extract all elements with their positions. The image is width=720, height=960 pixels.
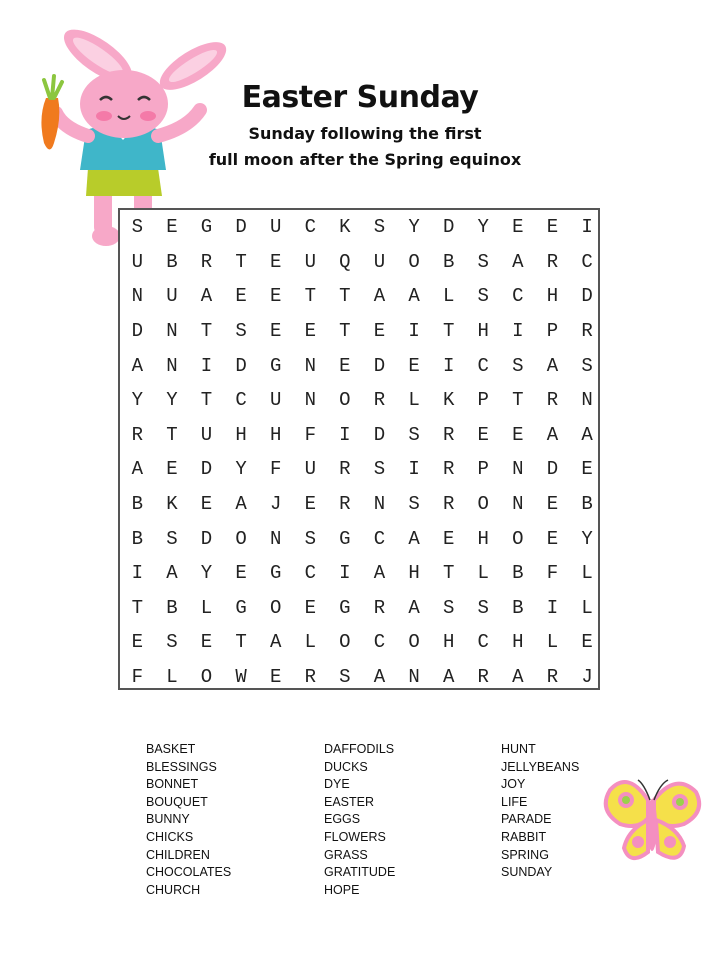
grid-letter[interactable]: E	[269, 250, 282, 273]
grid-letter[interactable]: S	[166, 631, 178, 654]
grid-letter[interactable]: E	[512, 216, 524, 239]
grid-letter[interactable]: J	[581, 666, 593, 689]
grid-letter[interactable]: E	[339, 354, 351, 377]
word-list-item: SUNDAY	[501, 865, 553, 880]
grid-letter[interactable]: I	[512, 320, 524, 343]
word-list-item: EASTER	[324, 794, 375, 809]
grid-row	[120, 591, 604, 626]
grid-letter[interactable]: D	[373, 423, 386, 446]
word-list-item: GRASS	[324, 847, 368, 862]
grid-letter[interactable]: S	[373, 216, 386, 239]
grid-letter[interactable]: H	[546, 285, 559, 308]
grid-letter[interactable]: S	[131, 216, 143, 239]
grid-letter[interactable]: R	[546, 250, 559, 273]
grid-letter[interactable]: E	[304, 320, 316, 343]
grid-letter[interactable]: A	[546, 354, 559, 377]
grid-letter[interactable]: L	[442, 285, 455, 308]
grid-letter[interactable]: O	[408, 250, 420, 273]
grid-letter[interactable]: Y	[200, 562, 213, 585]
grid-letter[interactable]: H	[269, 423, 282, 446]
carrot-icon	[41, 76, 62, 150]
grid-letter[interactable]: L	[581, 596, 593, 619]
grid-letter[interactable]: B	[512, 596, 524, 619]
grid-row	[120, 521, 604, 556]
word-list-item: DUCKS	[324, 759, 368, 774]
grid-row	[120, 383, 604, 418]
grid-letter[interactable]: K	[166, 493, 178, 516]
grid-letter[interactable]: A	[373, 562, 386, 585]
grid-letter[interactable]: P	[477, 458, 489, 481]
grid-letter[interactable]: N	[166, 320, 178, 343]
grid-letter[interactable]: I	[408, 320, 420, 343]
grid-letter[interactable]: N	[373, 493, 386, 516]
grid-letter[interactable]: F	[304, 423, 316, 446]
grid-letter[interactable]: L	[477, 562, 489, 585]
grid-letter[interactable]: T	[235, 631, 247, 654]
word-list-column-3	[501, 741, 579, 882]
grid-letter[interactable]: T	[200, 389, 213, 412]
grid-letter[interactable]: R	[546, 389, 559, 412]
grid-letter[interactable]: S	[442, 596, 455, 619]
grid-letter[interactable]: C	[477, 354, 489, 377]
word-list-item: JELLYBEANS	[501, 759, 580, 774]
grid-letter[interactable]: L	[166, 666, 178, 689]
grid-row	[120, 487, 604, 522]
grid-letter[interactable]: H	[408, 562, 420, 585]
grid-letter[interactable]: R	[131, 423, 143, 446]
word-list-item: JOY	[501, 777, 526, 792]
grid-letter[interactable]: R	[442, 458, 455, 481]
grid-letter[interactable]: S	[166, 527, 178, 550]
grid-letter[interactable]: U	[269, 216, 282, 239]
grid-letter[interactable]: Y	[408, 216, 420, 239]
word-list-column-1	[146, 741, 231, 899]
grid-letter[interactable]: R	[339, 458, 351, 481]
grid-letter[interactable]: G	[339, 596, 351, 619]
grid-letter[interactable]: L	[581, 562, 593, 585]
grid-letter[interactable]: N	[512, 458, 524, 481]
grid-letter[interactable]: C	[235, 389, 247, 412]
grid-letter[interactable]: T	[442, 562, 455, 585]
grid-row	[120, 314, 604, 349]
grid-letter[interactable]: O	[512, 527, 524, 550]
grid-letter[interactable]: S	[373, 458, 386, 481]
grid-letter[interactable]: F	[546, 562, 559, 585]
grid-letter[interactable]: O	[408, 631, 420, 654]
grid-letter[interactable]: U	[131, 250, 143, 273]
grid-letter[interactable]: A	[131, 458, 143, 481]
grid-letter[interactable]: S	[477, 596, 489, 619]
grid-letter[interactable]: B	[166, 596, 178, 619]
grid-letter[interactable]: L	[408, 389, 420, 412]
grid-letter[interactable]: S	[339, 666, 351, 689]
grid-letter[interactable]: N	[512, 493, 524, 516]
grid-letter[interactable]: E	[166, 458, 178, 481]
grid-letter[interactable]: L	[304, 631, 316, 654]
word-list-item: BOUQUET	[146, 794, 208, 809]
grid-letter[interactable]: B	[581, 493, 593, 516]
grid-letter[interactable]: S	[408, 423, 420, 446]
grid-letter[interactable]: I	[581, 216, 593, 239]
grid-letter[interactable]: A	[408, 596, 420, 619]
grid-letter[interactable]: R	[339, 493, 351, 516]
grid-letter[interactable]: E	[373, 320, 386, 343]
grid-letter[interactable]: P	[546, 320, 559, 343]
grid-letter[interactable]: E	[131, 631, 143, 654]
grid-letter[interactable]: E	[200, 631, 213, 654]
grid-letter[interactable]: D	[235, 216, 247, 239]
grid-letter[interactable]: R	[304, 666, 316, 689]
grid-letter[interactable]: E	[546, 527, 559, 550]
grid-letter[interactable]: L	[200, 596, 213, 619]
grid-row	[120, 348, 604, 383]
grid-letter[interactable]: A	[235, 493, 247, 516]
grid-letter[interactable]: T	[442, 320, 455, 343]
grid-letter[interactable]: C	[373, 527, 386, 550]
grid-letter[interactable]: E	[235, 562, 247, 585]
grid-letter[interactable]: N	[304, 354, 316, 377]
grid-letter[interactable]: C	[304, 562, 316, 585]
grid-letter[interactable]: U	[269, 389, 282, 412]
grid-letter[interactable]: F	[269, 458, 282, 481]
word-list-item: CHILDREN	[146, 847, 210, 862]
grid-row	[120, 660, 604, 695]
grid-letter[interactable]: A	[200, 285, 213, 308]
grid-letter[interactable]: B	[512, 562, 524, 585]
word-search-grid[interactable]	[118, 208, 600, 690]
grid-letter[interactable]: I	[200, 354, 213, 377]
grid-letter[interactable]: N	[269, 527, 282, 550]
grid-letter[interactable]: C	[304, 216, 316, 239]
grid-letter[interactable]: G	[339, 527, 351, 550]
grid-letter[interactable]: N	[131, 285, 143, 308]
grid-letter[interactable]: Y	[131, 389, 143, 412]
grid-letter[interactable]: W	[235, 666, 247, 689]
grid-row	[120, 210, 604, 245]
grid-letter[interactable]: L	[546, 631, 559, 654]
grid-letter[interactable]: G	[200, 216, 213, 239]
word-list-item: CHOCOLATES	[146, 865, 232, 880]
grid-letter[interactable]: E	[477, 423, 489, 446]
grid-letter[interactable]: E	[304, 596, 316, 619]
grid-letter[interactable]: R	[200, 250, 213, 273]
grid-letter[interactable]: C	[581, 250, 593, 273]
grid-letter[interactable]: E	[581, 458, 593, 481]
grid-letter[interactable]: H	[477, 527, 489, 550]
grid-letter[interactable]: R	[442, 493, 455, 516]
grid-letter[interactable]: T	[131, 596, 143, 619]
grid-letter[interactable]: Y	[235, 458, 247, 481]
grid-letter[interactable]: E	[408, 354, 420, 377]
page-title: Easter Sunday	[241, 80, 479, 115]
grid-letter[interactable]: D	[200, 458, 213, 481]
grid-letter[interactable]: H	[512, 631, 524, 654]
grid-letter[interactable]: S	[235, 320, 247, 343]
grid-letter[interactable]: E	[304, 493, 316, 516]
word-list-item: BUNNY	[146, 812, 190, 827]
grid-letter[interactable]: B	[131, 493, 143, 516]
grid-letter[interactable]: F	[131, 666, 143, 689]
grid-letter[interactable]: B	[166, 250, 178, 273]
grid-row	[120, 245, 604, 280]
grid-letter[interactable]: G	[269, 354, 282, 377]
grid-letter[interactable]: G	[269, 562, 282, 585]
grid-letter[interactable]: J	[269, 493, 282, 516]
grid-letter[interactable]: I	[131, 562, 143, 585]
grid-letter[interactable]: K	[339, 216, 351, 239]
grid-letter[interactable]: A	[581, 423, 593, 446]
word-list-item: DAFFODILS	[324, 742, 395, 756]
word-list-item: HUNT	[501, 742, 536, 756]
grid-letter[interactable]: U	[166, 285, 178, 308]
word-list-item: CHICKS	[146, 829, 194, 844]
word-list-item: BONNET	[146, 777, 199, 792]
grid-letter[interactable]: U	[304, 250, 316, 273]
word-list-item: BLESSINGS	[146, 759, 217, 774]
grid-letter[interactable]: Y	[581, 527, 593, 550]
grid-letter[interactable]: C	[512, 285, 524, 308]
grid-letter[interactable]: T	[166, 423, 178, 446]
grid-row	[120, 625, 604, 660]
word-list-item: SPRING	[501, 847, 549, 862]
grid-letter[interactable]: D	[442, 216, 455, 239]
grid-letter[interactable]: E	[269, 666, 282, 689]
grid-letter[interactable]: A	[373, 666, 386, 689]
grid-letter[interactable]: G	[235, 596, 247, 619]
grid-letter[interactable]: D	[200, 527, 213, 550]
word-list-item: DYE	[324, 777, 350, 792]
grid-letter[interactable]: E	[269, 320, 282, 343]
grid-letter[interactable]: A	[269, 631, 282, 654]
grid-letter[interactable]: U	[373, 250, 386, 273]
grid-letter[interactable]: I	[546, 596, 559, 619]
grid-letter[interactable]: R	[373, 389, 386, 412]
word-list-item: HOPE	[324, 882, 360, 897]
grid-letter[interactable]: N	[581, 389, 593, 412]
grid-letter[interactable]: S	[512, 354, 524, 377]
grid-letter[interactable]: H	[477, 320, 489, 343]
butterfly-illustration	[598, 770, 710, 870]
word-list-item: CHURCH	[146, 882, 201, 897]
grid-letter[interactable]: E	[512, 423, 524, 446]
grid-letter[interactable]: E	[269, 285, 282, 308]
grid-row	[120, 418, 604, 453]
word-list-item: PARADE	[501, 812, 552, 827]
grid-letter[interactable]: D	[235, 354, 247, 377]
grid-letter[interactable]: S	[581, 354, 593, 377]
grid-letter[interactable]: R	[373, 596, 386, 619]
grid-letter[interactable]: A	[408, 285, 420, 308]
grid-letter[interactable]: A	[512, 250, 524, 273]
grid-letter[interactable]: S	[408, 493, 420, 516]
grid-letter[interactable]: E	[166, 216, 178, 239]
grid-letter[interactable]: C	[477, 631, 489, 654]
grid-letter[interactable]: U	[304, 458, 316, 481]
grid-letter[interactable]: I	[339, 562, 351, 585]
grid-letter[interactable]: T	[339, 285, 351, 308]
grid-letter[interactable]: A	[408, 527, 420, 550]
grid-letter[interactable]: R	[477, 666, 489, 689]
grid-letter[interactable]: E	[235, 285, 247, 308]
grid-letter[interactable]: D	[373, 354, 386, 377]
grid-letter[interactable]: Y	[477, 216, 489, 239]
grid-letter[interactable]: A	[131, 354, 143, 377]
grid-letter[interactable]: B	[131, 527, 143, 550]
grid-letter[interactable]: A	[373, 285, 386, 308]
grid-letter[interactable]: O	[339, 631, 351, 654]
grid-row	[120, 279, 604, 314]
word-list-item: GRATITUDE	[324, 865, 396, 880]
grid-letter[interactable]: T	[200, 320, 213, 343]
grid-letter[interactable]: T	[304, 285, 316, 308]
grid-letter[interactable]: Q	[339, 250, 351, 273]
grid-row	[120, 452, 604, 487]
grid-letter[interactable]: E	[546, 493, 559, 516]
word-list-item: RABBIT	[501, 829, 547, 844]
grid-letter[interactable]: A	[546, 423, 559, 446]
grid-letter[interactable]: E	[581, 631, 593, 654]
grid-letter[interactable]: O	[200, 666, 213, 689]
grid-letter[interactable]: T	[235, 250, 247, 273]
word-list-item: BASKET	[146, 742, 196, 756]
grid-letter[interactable]: A	[442, 666, 455, 689]
grid-letter[interactable]: R	[546, 666, 559, 689]
word-list-item: LIFE	[501, 794, 528, 809]
grid-letter[interactable]: E	[546, 216, 559, 239]
grid-letter[interactable]: T	[512, 389, 524, 412]
grid-letter[interactable]: D	[546, 458, 559, 481]
grid-letter[interactable]: C	[373, 631, 386, 654]
grid-letter[interactable]: Y	[166, 389, 178, 412]
grid-letter[interactable]: I	[408, 458, 420, 481]
grid-letter[interactable]: A	[166, 562, 178, 585]
grid-letter[interactable]: R	[442, 423, 455, 446]
grid-letter[interactable]: S	[477, 285, 489, 308]
grid-letter[interactable]: A	[512, 666, 524, 689]
grid-letter[interactable]: O	[477, 493, 489, 516]
grid-letter[interactable]: D	[581, 285, 593, 308]
subtitle-line-1: Sunday following the first	[248, 124, 482, 143]
word-list-item: EGGS	[324, 812, 361, 827]
grid-letter[interactable]: K	[442, 389, 455, 412]
grid-letter[interactable]: E	[200, 493, 213, 516]
grid-letter[interactable]: T	[339, 320, 351, 343]
grid-letter[interactable]: R	[581, 320, 593, 343]
subtitle-line-2: full moon after the Spring equinox	[208, 150, 522, 169]
grid-letter[interactable]: N	[408, 666, 420, 689]
grid-letter[interactable]: O	[339, 389, 351, 412]
grid-letter[interactable]: D	[131, 320, 143, 343]
grid-letter[interactable]: I	[442, 354, 455, 377]
word-list-column-2	[324, 741, 395, 899]
grid-letter[interactable]: P	[477, 389, 489, 412]
grid-letter[interactable]: U	[200, 423, 213, 446]
grid-letter[interactable]: B	[442, 250, 455, 273]
grid-letter[interactable]: E	[442, 527, 455, 550]
grid-letter[interactable]: H	[235, 423, 247, 446]
grid-letter[interactable]: O	[235, 527, 247, 550]
grid-letter[interactable]: S	[304, 527, 316, 550]
grid-row	[120, 556, 604, 591]
word-list-item: FLOWERS	[324, 829, 386, 844]
grid-letter[interactable]: O	[269, 596, 282, 619]
grid-letter[interactable]: N	[304, 389, 316, 412]
grid-letter[interactable]: S	[477, 250, 489, 273]
grid-letter[interactable]: N	[166, 354, 178, 377]
grid-letter[interactable]: H	[442, 631, 455, 654]
grid-letter[interactable]: I	[339, 423, 351, 446]
